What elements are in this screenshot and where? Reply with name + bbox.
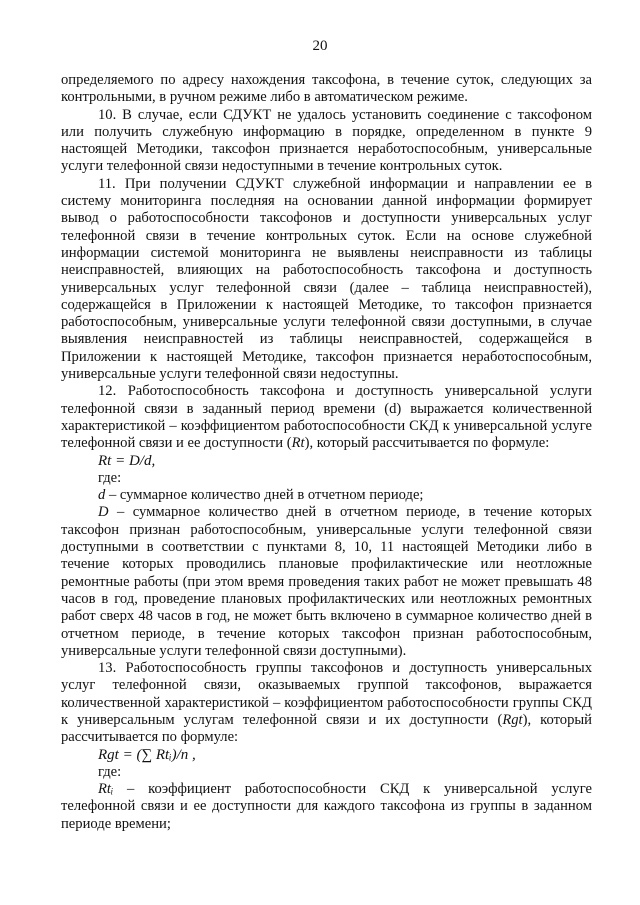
definition-Rti-text: – коэффициент работоспособности СКД к универсальной услуге телефонной связи и ее доступности для каждого таксофона из группы в заданном периоде времени; xyxy=(61,781,592,832)
paragraph-12 xyxy=(61,383,592,452)
definition-d xyxy=(61,487,592,504)
definition-Rti xyxy=(61,781,592,833)
paragraph-13-text-a: 13. Работоспособность группы таксофонов и доступность универсальных услуг телефонной связи, оказываемых группой таксофонов, выражается количественной характеристикой – коэффициентом работоспособности группы СКД к универсальным услугам телефонной связи и их доступности ( xyxy=(61,660,592,728)
document-body xyxy=(61,72,592,833)
paragraph-12-text-a: 12. Работоспособность таксофона и доступность универсальной услуги телефонной связи в заданный период времени (d) выражается количественной характеристикой – коэффициентом работоспособности СКД к универсальной услуге телефонной связи и ее доступности ( xyxy=(61,383,592,452)
paragraph-12-text-b: ), который рассчитывается по формуле: xyxy=(304,435,550,452)
where-label-2: где: xyxy=(98,763,122,780)
variable-d: d xyxy=(98,487,106,504)
page-number: 20 xyxy=(312,38,328,54)
paragraph-continuation: определяемого по адресу нахождения таксофона, в течение суток, следующих за контрольными, в ручном режиме либо в автоматическом режиме. xyxy=(61,72,592,106)
paragraph-13 xyxy=(61,660,592,746)
definition-D xyxy=(61,504,592,660)
definition-d-text: – суммарное количество дней в отчетном периоде; xyxy=(105,487,424,504)
paragraph-11: 11. При получении СДУКТ служебной информации и направлении ее в систему мониторинга последняя на основании данной информации формирует вывод о работоспособности таксофонов и доступности универсальных услуг телефонной связи в течение контрольных суток. Если на основе служебной информации системой мониторинга не выявлены неисправности из таблицы неисправностей, влияющих на работоспособность таксофона и доступность универсальных услуг телефонной связи (далее – таблица неисправностей), содержащейся в Приложении к настоящей Методике, то таксофон признается работоспособным, универсальные услуги телефонной связи доступными, в случае выявления неисправностей из таблицы неисправностей, содержащейся в Приложении к настоящей Методике, таксофон признается неработоспособным, универсальные услуги телефонной связи недоступны. xyxy=(61,175,592,383)
variable-D: D xyxy=(98,504,109,521)
paragraph-10: 10. В случае, если СДУКТ не удалось установить соединение с таксофоном или получить служебную информацию в порядке, определенном в пункте 9 настоящей Методики, таксофон признается неработоспособным, универсальные услуги телефонной связи недоступными в течение контрольных суток. xyxy=(61,106,592,175)
paragraph-13-text-b: ), который рассчитывается по формуле: xyxy=(61,711,592,746)
definition-D-text: – суммарное количество дней в отчетном периоде, в течение которых таксофон признан работоспособным, универсальные услуги телефонной связи доступными в соответствии с пунктами 8, 10, 11 настоящей Методики либо в течение которых проводились плановые профилактические или неотложные ремонтные работы (при этом время проведения таких работ не может превышать 48 часов в год, проведение плановых профилактических или неотложных ремонтных работ сверх 48 часов в год, не может быть включено в суммарное количество дней в отчетном периоде, в течение которых таксофон признан работоспособным, универсальные услуги телефонной связи доступными). xyxy=(61,504,592,659)
variable-rti: Rtᵢ xyxy=(98,781,114,798)
variable-rgt: Rgt xyxy=(502,711,523,728)
variable-rt: Rt xyxy=(291,435,305,452)
formula-rgt: Rgt = (∑ Rtᵢ)/n , xyxy=(98,746,196,763)
formula-rt: Rt = D/d, xyxy=(98,452,156,469)
where-label-1: где: xyxy=(98,469,122,486)
